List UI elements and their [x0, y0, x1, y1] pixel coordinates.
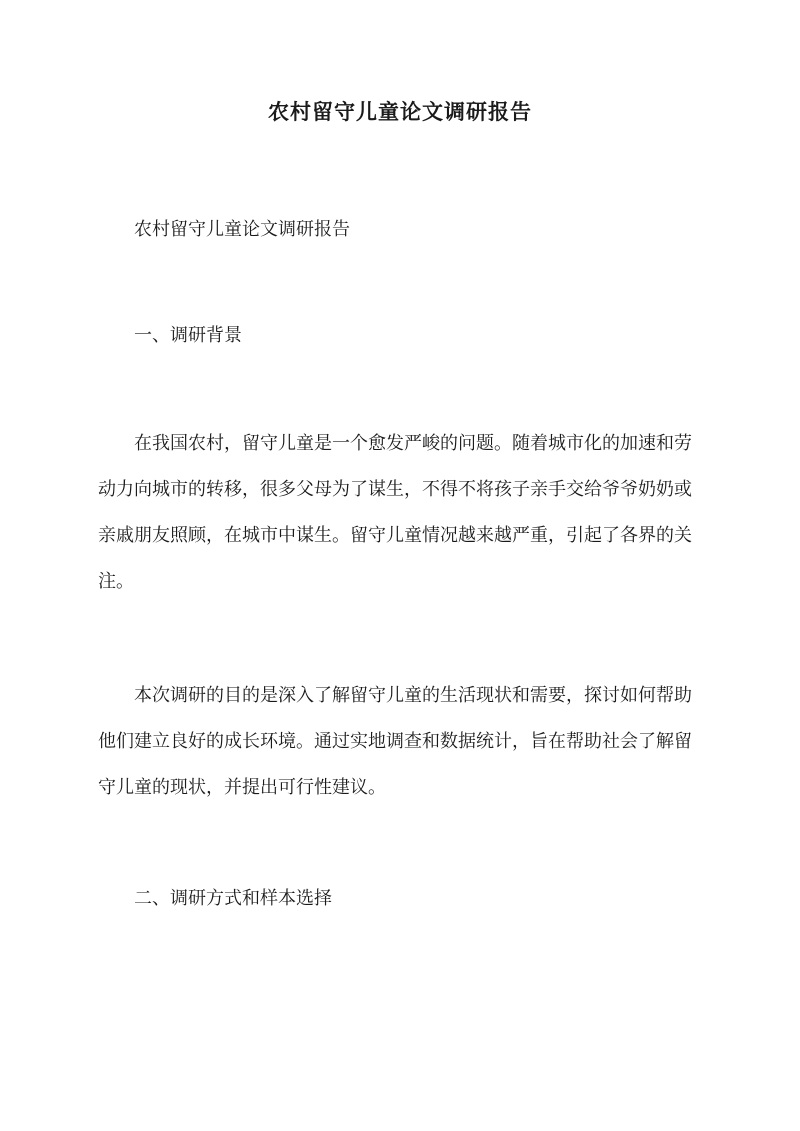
- paragraph-background: 在我国农村，留守儿童是一个愈发严峻的问题。随着城市化的加速和劳动力向城市的转移，很多父母为了谋生，不得不将孩子亲手交给爷爷奶奶或亲戚朋友照顾，在城市中谋生。留守儿童情况越来越严重，引起了各界的关注。: [98, 433, 692, 592]
- document-title: 农村留守儿童论文调研报告: [268, 99, 532, 124]
- section-heading-method: 二、调研方式和样本选择: [134, 888, 332, 909]
- paragraph-purpose: 本次调研的目的是深入了解留守儿童的生活现状和需要，探讨如何帮助他们建立良好的成长环境。通过实地调查和数据统计，旨在帮助社会了解留守儿童的现状，并提出可行性建议。: [98, 685, 692, 798]
- section-heading-background: 一、调研背景: [134, 325, 242, 346]
- document-subtitle: 农村留守儿童论文调研报告: [134, 219, 350, 240]
